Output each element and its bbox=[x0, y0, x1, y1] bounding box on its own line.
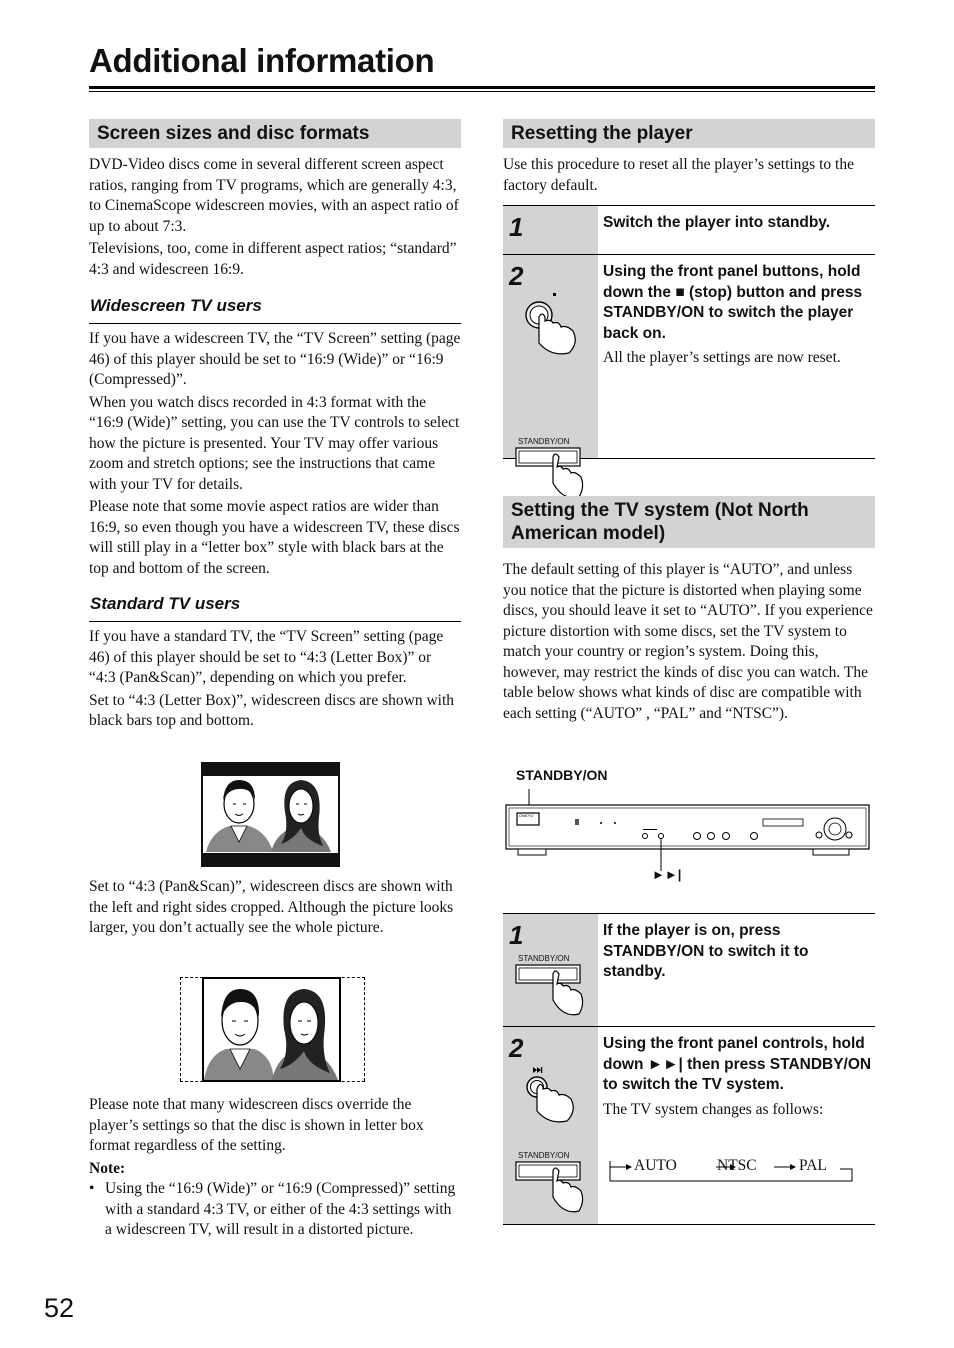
step-number: 2 bbox=[509, 1033, 524, 1063]
widescreen-paragraph: If you have a widescreen TV, the “TV Screen” setting (page 46) of this player should be set to “16:9 (Wide)” or “16:9 (Compressed)”. bbox=[89, 330, 461, 388]
diagram-standby-label: STANDBY/ON bbox=[516, 767, 608, 783]
step-text: Switch the player into standby. bbox=[603, 214, 831, 231]
standard-block bbox=[89, 627, 461, 732]
letterbox-illustration bbox=[201, 762, 340, 867]
widescreen-paragraph: When you watch discs recorded in 4:3 format with the “16:9 (Wide)” setting, you can use the TV controls to select how the picture is presented. Your TV may offer various zoom and stretch options; see the instructions that came with your TV for details. bbox=[89, 393, 460, 493]
intro-block bbox=[89, 155, 461, 280]
step-row bbox=[503, 206, 875, 255]
step-number-cell bbox=[503, 1027, 598, 1224]
page-number: 52 bbox=[44, 1293, 75, 1323]
step-number: 1 bbox=[509, 212, 524, 242]
pan-scan-paragraph: Set to “4:3 (Pan&Scan)”, widescreen discs are shown with the left and right sides cropped. Although the picture looks larger, you don’t actually see the whole picture. bbox=[89, 878, 454, 936]
title-rule-thin bbox=[89, 91, 875, 92]
page-title: Additional information bbox=[89, 42, 435, 79]
step-row bbox=[503, 1027, 875, 1225]
step-text-block bbox=[603, 262, 875, 369]
reset-intro-paragraph: Use this procedure to reset all the player’s settings to the factory default. bbox=[503, 156, 854, 194]
widescreen-block bbox=[89, 329, 461, 579]
crop-guide bbox=[180, 977, 181, 1081]
section-header-reset bbox=[503, 119, 875, 148]
tv-system-intro-paragraph: The default setting of this player is “AUTO”, and unless you notice that the picture is distorted when playing some discs, you should leave it set to “AUTO”. If you experience picture distortion with some discs, set the TV system to match your country or region’s system. Doing this, however, may restrict the kinds of disc you can watch. The table below shows what kinds of disc are compatible with each setting (“AUTO” , “PAL” and “NTSC”). bbox=[503, 561, 873, 722]
skip-button-press-icon bbox=[523, 1065, 583, 1127]
stop-button-press-icon bbox=[521, 293, 581, 359]
step-number: 2 bbox=[509, 261, 524, 291]
pan-scan-block bbox=[89, 877, 461, 939]
standard-paragraph: Set to “4:3 (Letter Box)”, widescreen discs are shown with black bars top and bottom. bbox=[89, 691, 455, 729]
skip-label: ►►| bbox=[652, 867, 682, 882]
section-header-screen-sizes bbox=[89, 119, 461, 148]
step-note: The TV system changes as follows: bbox=[603, 1100, 824, 1118]
subheading-widescreen: Widescreen TV users bbox=[90, 296, 262, 315]
step-text: Using the front panel controls, hold down ►►| then press STANDBY/ON to switch the TV system. bbox=[603, 1035, 872, 1093]
standard-paragraph: If you have a standard TV, the “TV Screen” setting (page 46) of this player should be set to “4:3 (Letter Box)” or “4:3 (Pan&Scan)”, depending on which you prefer. bbox=[89, 628, 444, 686]
step-row bbox=[503, 255, 875, 459]
step-row bbox=[503, 914, 875, 1027]
step-number: 1 bbox=[509, 920, 524, 950]
cycle-pal: PAL bbox=[799, 1157, 827, 1174]
standby-button-press-icon bbox=[515, 1161, 585, 1219]
tv-system-intro bbox=[503, 560, 875, 724]
player-front-panel bbox=[503, 785, 873, 885]
section-title: Setting the TV system (Not North American model) bbox=[511, 500, 809, 544]
step-number-cell bbox=[503, 914, 598, 1026]
title-rule bbox=[89, 86, 875, 89]
step-text-block bbox=[603, 1034, 875, 1120]
note-text: Using the “16:9 (Wide)” or “16:9 (Compressed)” setting with a standard 4:3 TV, or either of the 4:3 settings with a widescreen TV, will result in a distorted picture. bbox=[105, 1180, 456, 1238]
cycle-ntsc: NTSC bbox=[717, 1157, 757, 1174]
standby-label: STANDBY/ON bbox=[518, 1151, 570, 1160]
intro-paragraph: DVD-Video discs come in several different screen aspect ratios, ranging from TV programs, which are generally 4:3, to CinemaScope widescreen movies, with an aspect ratio of up to about 7:3. bbox=[89, 156, 459, 235]
subheading-rule bbox=[89, 323, 461, 324]
override-block bbox=[89, 1095, 461, 1241]
subheading-rule bbox=[89, 621, 461, 622]
step-text: If the player is on, press STANDBY/ON to switch it to standby. bbox=[603, 922, 809, 980]
brand-mark: ONKYO bbox=[519, 813, 534, 818]
step-number-cell bbox=[503, 255, 598, 458]
step-note: All the player’s settings are now reset. bbox=[603, 349, 841, 366]
note-label: Note: bbox=[89, 1159, 126, 1177]
step-text: Using the front panel buttons, hold down the ■ (stop) button and press STANDBY/ON to switch the player back on. bbox=[603, 263, 863, 342]
pan-scan-illustration bbox=[202, 977, 341, 1082]
bullet: • bbox=[89, 1180, 95, 1197]
section-title: Resetting the player bbox=[511, 123, 693, 144]
tv-system-steps bbox=[503, 913, 875, 1225]
step-number-cell bbox=[503, 206, 598, 254]
widescreen-paragraph: Please note that some movie aspect ratios are wider than 16:9, so even though you have a widescreen TV, these discs will still play in a “letter box” style with black bars at the top and bottom of the screen. bbox=[89, 498, 460, 577]
crop-guide bbox=[364, 977, 365, 1081]
subheading-standard: Standard TV users bbox=[90, 594, 241, 613]
note-item bbox=[89, 1179, 461, 1241]
override-paragraph: Please note that many widescreen discs override the player’s settings so that the disc is shown in letter box format regardless of the setting. bbox=[89, 1096, 424, 1154]
standby-button-press-icon bbox=[515, 964, 585, 1022]
standby-label: STANDBY/ON bbox=[518, 954, 570, 963]
section-title: Screen sizes and disc formats bbox=[97, 123, 370, 144]
reset-intro bbox=[503, 155, 875, 196]
standby-label: STANDBY/ON bbox=[518, 437, 570, 446]
reset-steps bbox=[503, 205, 875, 459]
section-header-tv-system bbox=[503, 496, 875, 548]
cycle-auto: AUTO bbox=[634, 1157, 677, 1174]
intro-paragraph: Televisions, too, come in different aspect ratios; “standard” 4:3 and widescreen 16:9. bbox=[89, 240, 457, 278]
